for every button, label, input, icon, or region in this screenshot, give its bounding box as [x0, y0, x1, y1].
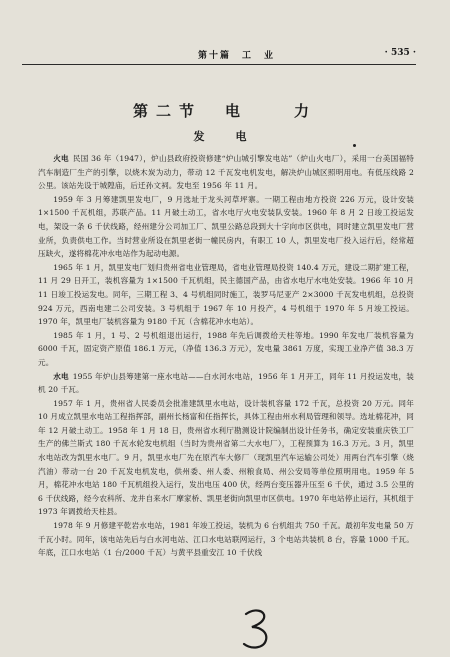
- ink-dot-mark: [353, 144, 356, 147]
- paragraph-lead: 火电: [53, 154, 69, 163]
- paragraph: [38, 193, 414, 261]
- chapter-title: 第十篇 工 业: [198, 51, 276, 61]
- running-header: [22, 46, 416, 65]
- paragraph: [38, 152, 414, 193]
- page-number: · 535 ·: [384, 48, 416, 58]
- handwritten-mark: [240, 606, 274, 652]
- paragraph-text: 1955 年炉山县筹建第一座水电站——白水河水电站，1956 年 1 月开工，同年 11 月投运发电，装机 20 千瓦。: [38, 371, 414, 395]
- body-text: [38, 152, 414, 560]
- paragraph-text: 民国 36 年（1947），炉山县政府投资修建“炉山城引擎发电站”（炉山火电厂），采用一台美国福特汽车制造厂生产的引擎，以烧木炭为动力，带动 12 千瓦发电机发电，解决炉山城区照明用电。有低压线路 2 公里。该站先设于城隍庙，后迁孙文祠。发电至 1956 年 11 月。: [38, 154, 414, 191]
- paragraph-text: 1985 年 1 月，1 号、2 号机组退出运行，1988 年先后调拨给天柱等地。1990 年发电厂装机容量为 6000 千瓦，固定资产原值 186.1 万元，（净值 136.3 万元），发电量 3861 万度，实现工业净产值 38.3 万元。: [38, 330, 414, 367]
- paragraph: [38, 329, 414, 370]
- subsection-title: 发 电: [193, 130, 257, 143]
- paragraph-text: 1965 年 1 月，凯里发电厂划归贵州省电业管理局，省电业管理局投资 140.4 万元，建设二期扩建工程，11 月 29 日开工，装机容量为 1×1500 千瓦机组，民主德国产品，由省水电厅水电处安装。1966 年 10 月 11 日竣工投运发电。同年，三期工程 3、4 号机组同时施工，装罗马尼亚产 2×3000 千瓦发电机组，总投资 924 万元，西南电建二公司安装。3 号机组于 1967 年 10 月投产，4 号机组于 1970 年 5 月竣工投运。1970 年，凯里电厂装机容量为 9180 千瓦（含棉花冲水电站）。: [38, 262, 414, 327]
- paragraph-lead: 水电: [53, 371, 69, 381]
- paragraph-text: 1959 年 3 月筹建凯里发电厂，9 月选址于龙头河草坪寨。一期工程由地方投资 226 万元，设计安装 1×1500 千瓦机组，苏联产品。11 月破土动工，省水电厅火电安装队安装。1960 年 8 月 2 日竣工投运发电，架设一条 6 千伏线路，经州建分公司加工厂、凯里公路总段到大十字向市区供电，同时建立凯里发电厂营业所，负责供电工作。当时营业所设在凯里老街一幢民房内，有职工 10 人，凯里发电厂投入运行后，经常超压缺火，遂将棉花冲水电站作为起动电源。: [38, 194, 414, 259]
- paragraph: [38, 519, 414, 560]
- paragraph: [38, 261, 414, 329]
- paragraph: [38, 397, 414, 519]
- paragraph-text: 1978 年 9 月修建平乾岩水电站，1981 年竣工投运，装机为 6 台机组共 750 千瓦。最初年发电量 50 万千瓦小时。同年，该电站先后与白水河电站、江口水电站联网运行，3 个电站共装机 8 台，容量 1000 千瓦。年底，江口水电站（1 台/2000 千瓦）与黄平县重安江 10 千伏线: [38, 521, 414, 558]
- paragraph-text: 1957 年 1 月，贵州省人民委员会批准建凯里水电站，设计装机容量 172 千瓦，总投资 20 万元。同年 10 月成立凯里水电站工程指挥部，副州长杨富和任指挥长，具体工程由州水利局管理和领导。选址棉花冲，同年 12 月破土动工。1958 年 1 月 18 日，贵州省水利厅勘测设计院编制出设计任务书，确定安装重庆铁工厂生产的佛兰斯式 180 千瓦水轮发电机组（当时为贵州省第二大水电厂），工程预算为 16.3 万元。3 月，凯里水电站改为凯里水电厂。9 月，凯里水电厂先在原汽车大修厂（现凯里汽车运输公司处）用两台汽车引擎（烧汽油）带动一台 20 千瓦发电机发电，供州委、州人委、州粮食局、州公安局等单位照明用电。1959 年 5 月，棉花冲水电站 180 千瓦机组投入运行，发出电压 400 伏，经两台变压器升压至 6 千伏，通过 3.5 公里的 6 千伏线路，经今农科所、龙井自来水厂摩家桥、凯里老街向凯里市区供电。1970 年电站停止运行，其机组于 1973 年调拨给天柱县。: [38, 398, 414, 517]
- paragraph: [38, 370, 414, 397]
- section-title: 第二节 电 力: [132, 102, 317, 120]
